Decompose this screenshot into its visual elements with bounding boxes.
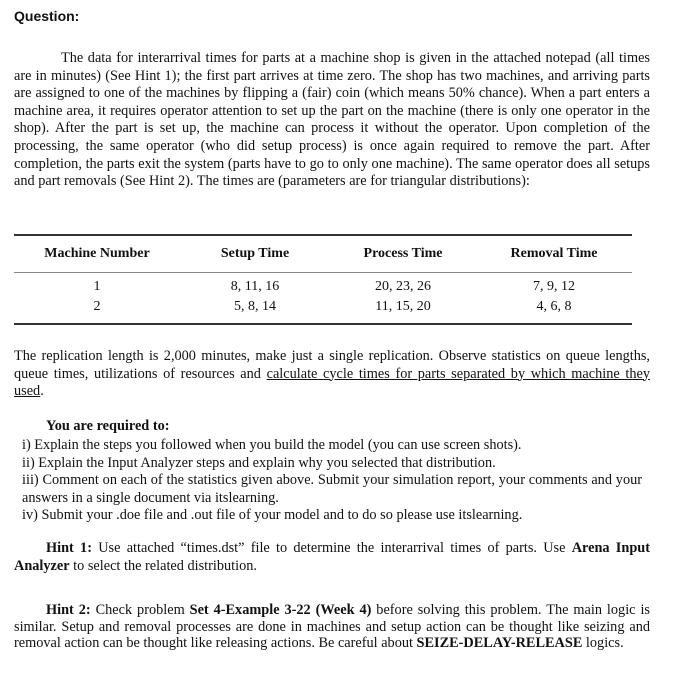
cycle-times-instruction: calculate cycle times for parts separated by which machine they used (14, 365, 650, 400)
requirement-item: iii) Comment on each of the statistics given above. Submit your simulation report, your comments and your answers in a single document via itslearning. (22, 472, 642, 506)
table-header-row (14, 236, 632, 273)
cell-removal: 4, 6, 8 (536, 299, 572, 314)
replication-end: . (40, 383, 44, 400)
cell-process: 20, 23, 26 (375, 279, 431, 294)
replication-text: The replication length is 2,000 minutes, make just a single replication. Observe statistics on queue lengths, queue times, utilizations of resources and (14, 348, 650, 382)
intro-paragraph: The data for interarrival times for parts at a machine shop is given in the attached notepad (all times are in minutes) (See Hint 1); the first part arrives at time zero. The shop has two machines, and arriving parts are assigned to one of the machines by flipping a (fair) coin (which means 50% chance). When a part enters a machine area, it requires operator attention to set up the part on the machine (there is only one operator in the shop). After the part is set up, the machine can process it without the operator. Upon completion of the processing, the same operator (who did setup process) is once again required to remove the part. After completion, the parts exit the system (parts have to go to only one machine). The same operator does all setups and part removals (See Hint 2). The times are (parameters are for triangular distributions): (14, 50, 650, 190)
cell-machine: 2 (93, 299, 101, 314)
requirements-list (22, 437, 642, 525)
hint-1 (14, 540, 650, 575)
replication-paragraph (14, 348, 650, 401)
cell-removal: 7, 9, 12 (533, 279, 575, 294)
requirement-item: iv) Submit your .doe file and .out file of your model and to do so please use itslearning. (22, 507, 523, 524)
hint-1-tool: Arena Input Analyzer (14, 540, 650, 574)
hint-2-label: Hint 2: (46, 602, 91, 618)
cell-machine: 1 (93, 279, 101, 294)
table-row (14, 277, 632, 297)
header-setup-time: Setup Time (220, 246, 290, 261)
header-removal-time: Removal Time (510, 246, 598, 261)
cell-setup: 8, 11, 16 (230, 279, 280, 294)
machine-times-table (14, 234, 632, 325)
requirement-item: i) Explain the steps you followed when you build the model (you can use screen shots). (22, 437, 522, 453)
hint-2-logic: SEIZE-DELAY-RELEASE (416, 635, 583, 651)
table-row (14, 297, 632, 317)
hint-1-end: to select the related distribution. (69, 557, 257, 574)
cell-process: 11, 15, 20 (375, 299, 431, 314)
header-machine-number: Machine Number (44, 246, 150, 261)
question-heading: Question: (14, 8, 80, 24)
hint-1-text: Use attached “times.dst” file to determine the interarrival times of parts. Use (91, 540, 572, 556)
hint-1-label: Hint 1: (46, 540, 92, 556)
requirement-item: ii) Explain the Input Analyzer steps and explain why you selected that distribution. (22, 454, 496, 471)
requirements-title: You are required to: (46, 418, 170, 434)
hint-2-end: logics. (582, 635, 624, 651)
hint-2-body: before solving this problem. The main logic is similar. Setup and removal processes are done in machines and setup action can be thought like seizing and removal action can be thought like releasing actions. Be careful about (14, 602, 650, 651)
hint-2-text: Check problem (90, 602, 190, 618)
header-process-time: Process Time (363, 246, 443, 261)
cell-setup: 5, 8, 14 (234, 299, 276, 314)
hint-2-reference: Set 4-Example 3-22 (Week 4) (189, 602, 372, 618)
hint-2 (14, 602, 650, 652)
